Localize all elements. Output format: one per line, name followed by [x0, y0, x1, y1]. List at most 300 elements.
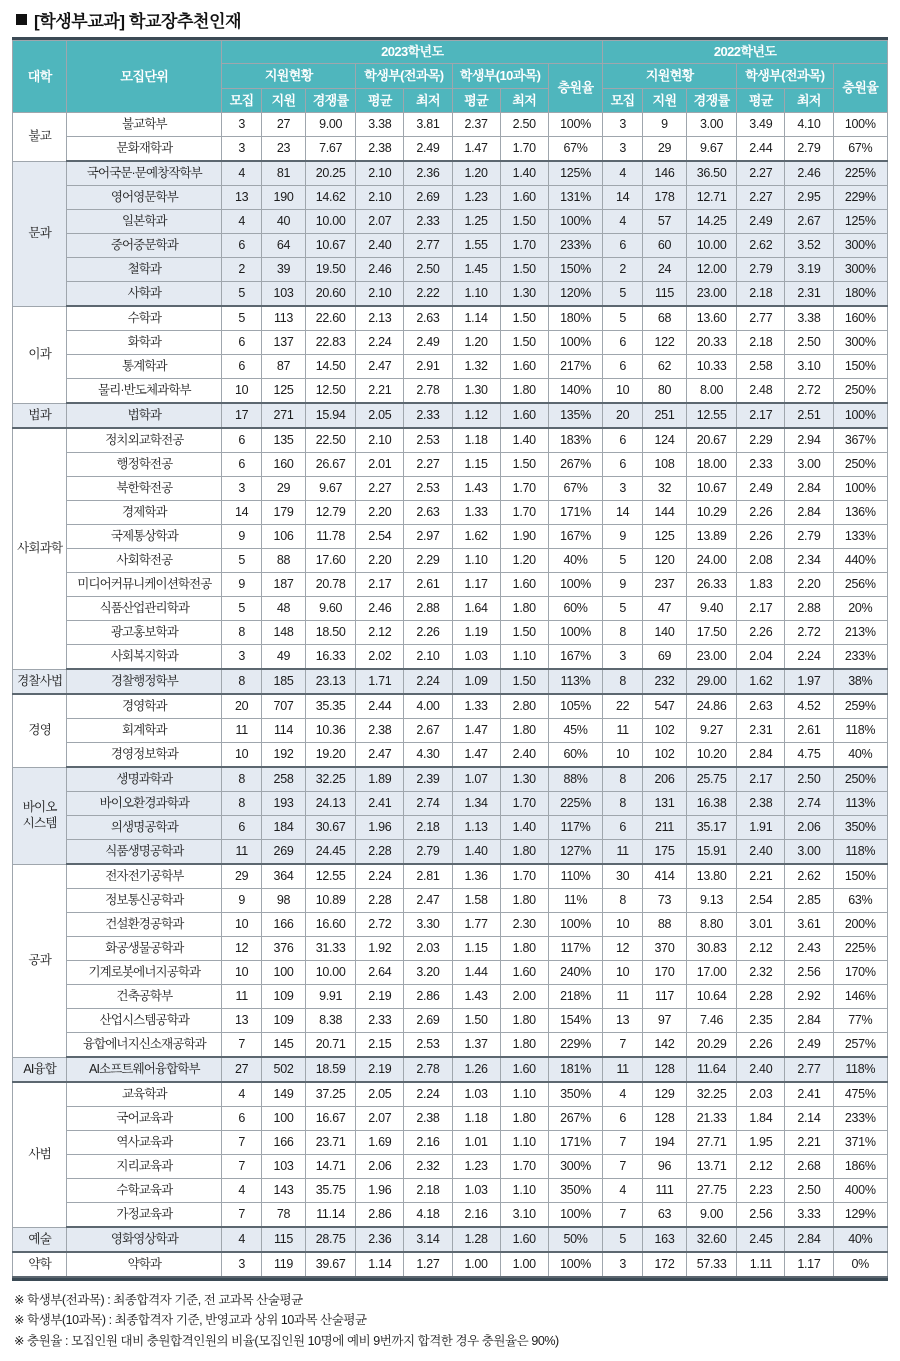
cell-2022-0: 6: [603, 816, 643, 840]
cell-2022-0: 5: [603, 306, 643, 331]
cell-2023-2: 30.67: [306, 816, 356, 840]
cell-2023-7: 50%: [548, 1227, 602, 1252]
cell-2022-0: 7: [603, 1203, 643, 1228]
cell-2022-3: 2.12: [737, 1155, 785, 1179]
cell-2022-4: 2.79: [785, 525, 833, 549]
cell-2023-6: 1.80: [500, 719, 548, 743]
cell-2023-6: 1.60: [500, 186, 548, 210]
cell-2022-4: 3.52: [785, 234, 833, 258]
cell-2022-5: 250%: [833, 379, 888, 404]
cell-2022-1: 57: [643, 210, 687, 234]
cell-2022-2: 23.00: [686, 282, 736, 307]
cell-2022-1: 32: [643, 477, 687, 501]
table-row: [13, 961, 888, 985]
table-row: [13, 234, 888, 258]
cell-2022-4: 2.67: [785, 210, 833, 234]
cell-2022-3: 1.11: [737, 1252, 785, 1277]
table-row: [13, 113, 888, 137]
cell-2022-5: 170%: [833, 961, 888, 985]
cell-2023-7: 167%: [548, 645, 602, 670]
cell-2022-1: 370: [643, 937, 687, 961]
cell-2023-6: 1.10: [500, 1131, 548, 1155]
cell-2023-2: 35.35: [306, 694, 356, 719]
cell-2023-2: 16.33: [306, 645, 356, 670]
cell-university: 예술: [13, 1227, 67, 1252]
cell-2023-2: 35.75: [306, 1179, 356, 1203]
cell-2023-7: 113%: [548, 669, 602, 694]
cell-2022-3: 1.84: [737, 1107, 785, 1131]
cell-2022-4: 3.19: [785, 258, 833, 282]
cell-2023-0: 11: [222, 719, 262, 743]
cell-2022-1: 128: [643, 1057, 687, 1082]
cell-2023-3: 2.19: [356, 1057, 404, 1082]
cell-2023-7: 267%: [548, 453, 602, 477]
cell-2023-2: 23.71: [306, 1131, 356, 1155]
cell-2023-1: 113: [262, 306, 306, 331]
cell-2022-5: 300%: [833, 331, 888, 355]
cell-2022-5: 233%: [833, 1107, 888, 1131]
footnote-1: ※ 학생부(전과목) : 최종합격자 기준, 전 교과목 산술평균: [14, 1293, 303, 1307]
cell-2023-3: 2.28: [356, 889, 404, 913]
cell-2023-0: 8: [222, 767, 262, 792]
cell-2022-1: 96: [643, 1155, 687, 1179]
cell-collect-unit: 약학과: [67, 1252, 222, 1277]
cell-2022-4: 2.62: [785, 864, 833, 889]
cell-2022-4: 4.75: [785, 743, 833, 768]
cell-2022-0: 8: [603, 669, 643, 694]
cell-2023-4: 2.33: [404, 210, 452, 234]
cell-2022-3: 2.27: [737, 161, 785, 186]
cell-2023-0: 10: [222, 743, 262, 768]
cell-2023-4: 2.69: [404, 186, 452, 210]
th-2022-fill-rate: 충원율: [833, 64, 888, 113]
cell-university: 사범: [13, 1082, 67, 1227]
cell-2023-4: 2.74: [404, 792, 452, 816]
table-row: [13, 331, 888, 355]
cell-2023-5: 1.58: [452, 889, 500, 913]
cell-2023-3: 2.02: [356, 645, 404, 670]
cell-collect-unit: 건축공학부: [67, 985, 222, 1009]
cell-2023-5: 1.43: [452, 985, 500, 1009]
cell-2022-3: 2.54: [737, 889, 785, 913]
cell-2022-3: 2.18: [737, 282, 785, 307]
cell-2023-7: 131%: [548, 186, 602, 210]
cell-2022-2: 20.29: [686, 1033, 736, 1058]
cell-2022-2: 20.33: [686, 331, 736, 355]
cell-2023-5: 1.50: [452, 1009, 500, 1033]
cell-collect-unit: 영어영문학부: [67, 186, 222, 210]
cell-2022-0: 6: [603, 1107, 643, 1131]
cell-2022-4: 2.92: [785, 985, 833, 1009]
cell-collect-unit: 지리교육과: [67, 1155, 222, 1179]
cell-2023-2: 20.25: [306, 161, 356, 186]
table-row: [13, 573, 888, 597]
cell-2022-0: 12: [603, 937, 643, 961]
cell-2022-3: 2.08: [737, 549, 785, 573]
cell-2023-3: 2.72: [356, 913, 404, 937]
cell-2023-2: 16.67: [306, 1107, 356, 1131]
cell-2023-1: 271: [262, 403, 306, 428]
cell-2023-7: 120%: [548, 282, 602, 307]
cell-2023-0: 11: [222, 840, 262, 865]
cell-2022-0: 11: [603, 840, 643, 865]
cell-2022-4: 2.14: [785, 1107, 833, 1131]
cell-2023-5: 1.09: [452, 669, 500, 694]
cell-2023-5: 2.37: [452, 113, 500, 137]
cell-2023-5: 1.45: [452, 258, 500, 282]
cell-2022-3: 2.44: [737, 137, 785, 162]
footnotes: [14, 1290, 888, 1351]
cell-2023-2: 10.00: [306, 210, 356, 234]
cell-2022-0: 13: [603, 1009, 643, 1033]
cell-2022-4: 2.72: [785, 379, 833, 404]
cell-2023-2: 9.60: [306, 597, 356, 621]
cell-2022-4: 2.84: [785, 1227, 833, 1252]
cell-2023-3: 2.40: [356, 234, 404, 258]
cell-collect-unit: 화공생물공학과: [67, 937, 222, 961]
cell-2022-3: 2.40: [737, 1057, 785, 1082]
cell-2022-2: 17.50: [686, 621, 736, 645]
cell-2023-7: 180%: [548, 306, 602, 331]
cell-2023-5: 1.77: [452, 913, 500, 937]
cell-2023-3: 2.17: [356, 573, 404, 597]
cell-2023-6: 1.80: [500, 840, 548, 865]
cell-collect-unit: 경제학과: [67, 501, 222, 525]
cell-collect-unit: AI소프트웨어융합학부: [67, 1057, 222, 1082]
table-row: [13, 719, 888, 743]
cell-collect-unit: 생명과학과: [67, 767, 222, 792]
cell-2022-4: 2.84: [785, 477, 833, 501]
cell-2023-6: 1.70: [500, 792, 548, 816]
table-row: [13, 816, 888, 840]
cell-2023-5: 1.25: [452, 210, 500, 234]
cell-2023-4: 4.30: [404, 743, 452, 768]
cell-2023-5: 1.64: [452, 597, 500, 621]
cell-2023-0: 3: [222, 477, 262, 501]
cell-2023-2: 20.60: [306, 282, 356, 307]
cell-2023-0: 9: [222, 889, 262, 913]
cell-2023-3: 1.96: [356, 816, 404, 840]
cell-2022-1: 68: [643, 306, 687, 331]
cell-2023-6: 1.60: [500, 1227, 548, 1252]
cell-2022-5: 300%: [833, 258, 888, 282]
cell-2022-5: 129%: [833, 1203, 888, 1228]
cell-2023-0: 3: [222, 113, 262, 137]
th-2022-record-all: 학생부(전과목): [737, 64, 833, 89]
cell-2022-2: 21.33: [686, 1107, 736, 1131]
cell-2022-4: 2.85: [785, 889, 833, 913]
th-2023-fill-rate: 충원율: [548, 64, 602, 113]
table-row: [13, 669, 888, 694]
cell-2022-3: 2.17: [737, 403, 785, 428]
cell-2022-4: 2.56: [785, 961, 833, 985]
cell-2023-6: 1.50: [500, 210, 548, 234]
cell-2023-1: 40: [262, 210, 306, 234]
cell-2023-2: 22.50: [306, 428, 356, 453]
cell-2022-2: 10.20: [686, 743, 736, 768]
footnote-2: ※ 학생부(10과목) : 최종합격자 기준, 반영교과 상위 10과목 산술평균: [14, 1313, 367, 1328]
cell-collect-unit: 정치외교학전공: [67, 428, 222, 453]
table-row: [13, 453, 888, 477]
cell-2022-3: 2.63: [737, 694, 785, 719]
cell-2022-2: 29.00: [686, 669, 736, 694]
cell-2022-4: 2.50: [785, 331, 833, 355]
cell-collect-unit: 역사교육과: [67, 1131, 222, 1155]
cell-2022-0: 10: [603, 913, 643, 937]
cell-2023-5: 1.43: [452, 477, 500, 501]
cell-2023-1: 376: [262, 937, 306, 961]
cell-2023-0: 4: [222, 1082, 262, 1107]
cell-2022-4: 2.79: [785, 137, 833, 162]
cell-2022-5: 136%: [833, 501, 888, 525]
cell-2022-0: 11: [603, 985, 643, 1009]
cell-2023-3: 2.47: [356, 355, 404, 379]
cell-2023-4: 2.29: [404, 549, 452, 573]
cell-2022-4: 2.46: [785, 161, 833, 186]
cell-2023-7: 88%: [548, 767, 602, 792]
cell-2023-6: 1.10: [500, 645, 548, 670]
cell-2023-3: 2.64: [356, 961, 404, 985]
cell-2022-0: 11: [603, 1057, 643, 1082]
cell-2023-6: 2.30: [500, 913, 548, 937]
cell-2022-5: 440%: [833, 549, 888, 573]
cell-2022-5: 118%: [833, 1057, 888, 1082]
cell-2022-5: 475%: [833, 1082, 888, 1107]
cell-2022-5: 150%: [833, 864, 888, 889]
cell-2023-0: 17: [222, 403, 262, 428]
cell-2023-5: 1.23: [452, 1155, 500, 1179]
table-row: [13, 937, 888, 961]
cell-2023-7: 60%: [548, 597, 602, 621]
cell-2022-5: 200%: [833, 913, 888, 937]
cell-collect-unit: 의생명공학과: [67, 816, 222, 840]
table-row: [13, 1203, 888, 1228]
cell-2023-4: 2.49: [404, 331, 452, 355]
cell-2022-1: 24: [643, 258, 687, 282]
cell-2023-3: 1.14: [356, 1252, 404, 1277]
cell-2022-1: 144: [643, 501, 687, 525]
cell-collect-unit: 철학과: [67, 258, 222, 282]
cell-2023-2: 11.78: [306, 525, 356, 549]
cell-2022-5: 77%: [833, 1009, 888, 1033]
cell-2022-4: 2.61: [785, 719, 833, 743]
cell-2023-0: 9: [222, 573, 262, 597]
cell-2023-2: 31.33: [306, 937, 356, 961]
cell-2023-5: 1.00: [452, 1252, 500, 1277]
cell-2023-1: 269: [262, 840, 306, 865]
cell-university: 법과: [13, 403, 67, 428]
cell-2022-0: 5: [603, 1227, 643, 1252]
cell-2022-1: 108: [643, 453, 687, 477]
cell-2023-3: 2.06: [356, 1155, 404, 1179]
cell-2023-1: 64: [262, 234, 306, 258]
cell-2022-1: 111: [643, 1179, 687, 1203]
cell-2023-7: 150%: [548, 258, 602, 282]
cell-2023-7: 350%: [548, 1082, 602, 1107]
th-2023-10-avg: 평균: [452, 89, 500, 113]
cell-2022-4: 2.68: [785, 1155, 833, 1179]
cell-2022-2: 26.33: [686, 573, 736, 597]
cell-2022-3: 2.40: [737, 840, 785, 865]
cell-2023-4: 2.38: [404, 1107, 452, 1131]
cell-2022-5: 20%: [833, 597, 888, 621]
page-title: [16, 8, 888, 30]
cell-2022-0: 3: [603, 113, 643, 137]
cell-2023-5: 1.12: [452, 403, 500, 428]
cell-2023-7: 135%: [548, 403, 602, 428]
cell-2022-4: 2.43: [785, 937, 833, 961]
cell-2022-2: 8.80: [686, 913, 736, 937]
cell-2023-7: 350%: [548, 1179, 602, 1203]
cell-2023-7: 229%: [548, 1033, 602, 1058]
cell-2023-5: 1.20: [452, 161, 500, 186]
cell-2022-1: 62: [643, 355, 687, 379]
cell-2022-0: 6: [603, 331, 643, 355]
cell-2023-0: 13: [222, 186, 262, 210]
cell-2022-0: 14: [603, 186, 643, 210]
th-2023-all-low: 최저: [404, 89, 452, 113]
cell-2023-6: 1.70: [500, 1155, 548, 1179]
cell-2023-3: 2.24: [356, 331, 404, 355]
th-2022-ratio: 경쟁률: [686, 89, 736, 113]
cell-2022-0: 6: [603, 453, 643, 477]
cell-2023-5: 1.40: [452, 840, 500, 865]
cell-2023-6: 1.60: [500, 1057, 548, 1082]
cell-2023-0: 8: [222, 669, 262, 694]
cell-2022-5: 233%: [833, 645, 888, 670]
cell-2022-5: 67%: [833, 137, 888, 162]
cell-2023-7: 267%: [548, 1107, 602, 1131]
table-row: [13, 137, 888, 162]
cell-2022-5: 118%: [833, 840, 888, 865]
cell-2022-4: 4.52: [785, 694, 833, 719]
cell-collect-unit: 수학과: [67, 306, 222, 331]
cell-2022-4: 2.88: [785, 597, 833, 621]
cell-2022-2: 36.50: [686, 161, 736, 186]
cell-2023-4: 2.18: [404, 1179, 452, 1203]
cell-2023-0: 6: [222, 453, 262, 477]
cell-2023-0: 7: [222, 1203, 262, 1228]
cell-2022-0: 8: [603, 767, 643, 792]
cell-2023-7: 218%: [548, 985, 602, 1009]
cell-collect-unit: 광고홍보학과: [67, 621, 222, 645]
cell-2023-2: 9.00: [306, 113, 356, 137]
cell-2023-6: 1.70: [500, 864, 548, 889]
cell-2022-0: 4: [603, 210, 643, 234]
cell-2022-2: 27.75: [686, 1179, 736, 1203]
cell-2023-6: 1.70: [500, 477, 548, 501]
cell-2022-3: 2.21: [737, 864, 785, 889]
cell-2022-5: 125%: [833, 210, 888, 234]
cell-2023-5: 1.33: [452, 501, 500, 525]
cell-2022-2: 11.64: [686, 1057, 736, 1082]
cell-2022-0: 5: [603, 282, 643, 307]
cell-2022-3: 2.38: [737, 792, 785, 816]
cell-2022-1: 117: [643, 985, 687, 1009]
cell-collect-unit: 융합에너지신소재공학과: [67, 1033, 222, 1058]
cell-2023-0: 4: [222, 1227, 262, 1252]
cell-2023-1: 87: [262, 355, 306, 379]
cell-2023-2: 9.67: [306, 477, 356, 501]
square-bullet-icon: [16, 14, 27, 25]
table-row: [13, 282, 888, 307]
cell-collect-unit: 통계학과: [67, 355, 222, 379]
cell-2023-6: 1.30: [500, 767, 548, 792]
cell-2022-1: 122: [643, 331, 687, 355]
cell-2023-3: 2.36: [356, 1227, 404, 1252]
cell-2022-5: 213%: [833, 621, 888, 645]
table-head: [13, 41, 888, 113]
cell-2022-4: 2.50: [785, 1179, 833, 1203]
table-row: [13, 840, 888, 865]
cell-2022-0: 7: [603, 1155, 643, 1179]
cell-2023-4: 2.49: [404, 137, 452, 162]
table-row: [13, 743, 888, 768]
cell-2022-4: 2.51: [785, 403, 833, 428]
cell-2022-0: 30: [603, 864, 643, 889]
cell-collect-unit: 경찰행정학부: [67, 669, 222, 694]
cell-2023-7: 100%: [548, 1203, 602, 1228]
cell-2023-2: 19.50: [306, 258, 356, 282]
cell-2022-5: 225%: [833, 937, 888, 961]
cell-2023-6: 3.10: [500, 1203, 548, 1228]
cell-2022-4: 2.21: [785, 1131, 833, 1155]
table-row: [13, 1155, 888, 1179]
cell-2023-3: 2.10: [356, 428, 404, 453]
cell-2022-3: 2.26: [737, 1033, 785, 1058]
cell-2023-5: 1.44: [452, 961, 500, 985]
cell-2022-5: 180%: [833, 282, 888, 307]
cell-2022-5: 350%: [833, 816, 888, 840]
cell-2023-4: 2.53: [404, 477, 452, 501]
cell-2023-0: 3: [222, 137, 262, 162]
cell-2023-4: 2.24: [404, 669, 452, 694]
cell-2023-0: 7: [222, 1033, 262, 1058]
cell-2022-3: 2.18: [737, 331, 785, 355]
cell-2023-0: 20: [222, 694, 262, 719]
cell-2022-0: 11: [603, 719, 643, 743]
cell-2023-2: 15.94: [306, 403, 356, 428]
cell-2023-0: 29: [222, 864, 262, 889]
cell-2023-3: 1.96: [356, 1179, 404, 1203]
cell-2023-6: 1.50: [500, 258, 548, 282]
cell-2022-1: 206: [643, 767, 687, 792]
cell-2023-5: 1.26: [452, 1057, 500, 1082]
cell-2023-1: 160: [262, 453, 306, 477]
cell-2023-7: 100%: [548, 210, 602, 234]
cell-2022-1: 140: [643, 621, 687, 645]
admissions-table: [12, 40, 888, 1278]
cell-2022-2: 15.91: [686, 840, 736, 865]
cell-2022-2: 3.00: [686, 113, 736, 137]
cell-2023-3: 2.33: [356, 1009, 404, 1033]
cell-2023-1: 78: [262, 1203, 306, 1228]
cell-2022-4: 3.38: [785, 306, 833, 331]
cell-2023-5: 1.03: [452, 1179, 500, 1203]
cell-2023-3: 2.10: [356, 186, 404, 210]
cell-collect-unit: 교육학과: [67, 1082, 222, 1107]
table-row: [13, 1033, 888, 1058]
cell-2023-6: 1.40: [500, 428, 548, 453]
cell-2023-4: 2.47: [404, 889, 452, 913]
cell-2023-7: 105%: [548, 694, 602, 719]
table-row: [13, 306, 888, 331]
cell-2023-7: 117%: [548, 937, 602, 961]
cell-2023-2: 19.20: [306, 743, 356, 768]
cell-2022-1: 60: [643, 234, 687, 258]
cell-2023-6: 2.40: [500, 743, 548, 768]
cell-2022-2: 13.60: [686, 306, 736, 331]
